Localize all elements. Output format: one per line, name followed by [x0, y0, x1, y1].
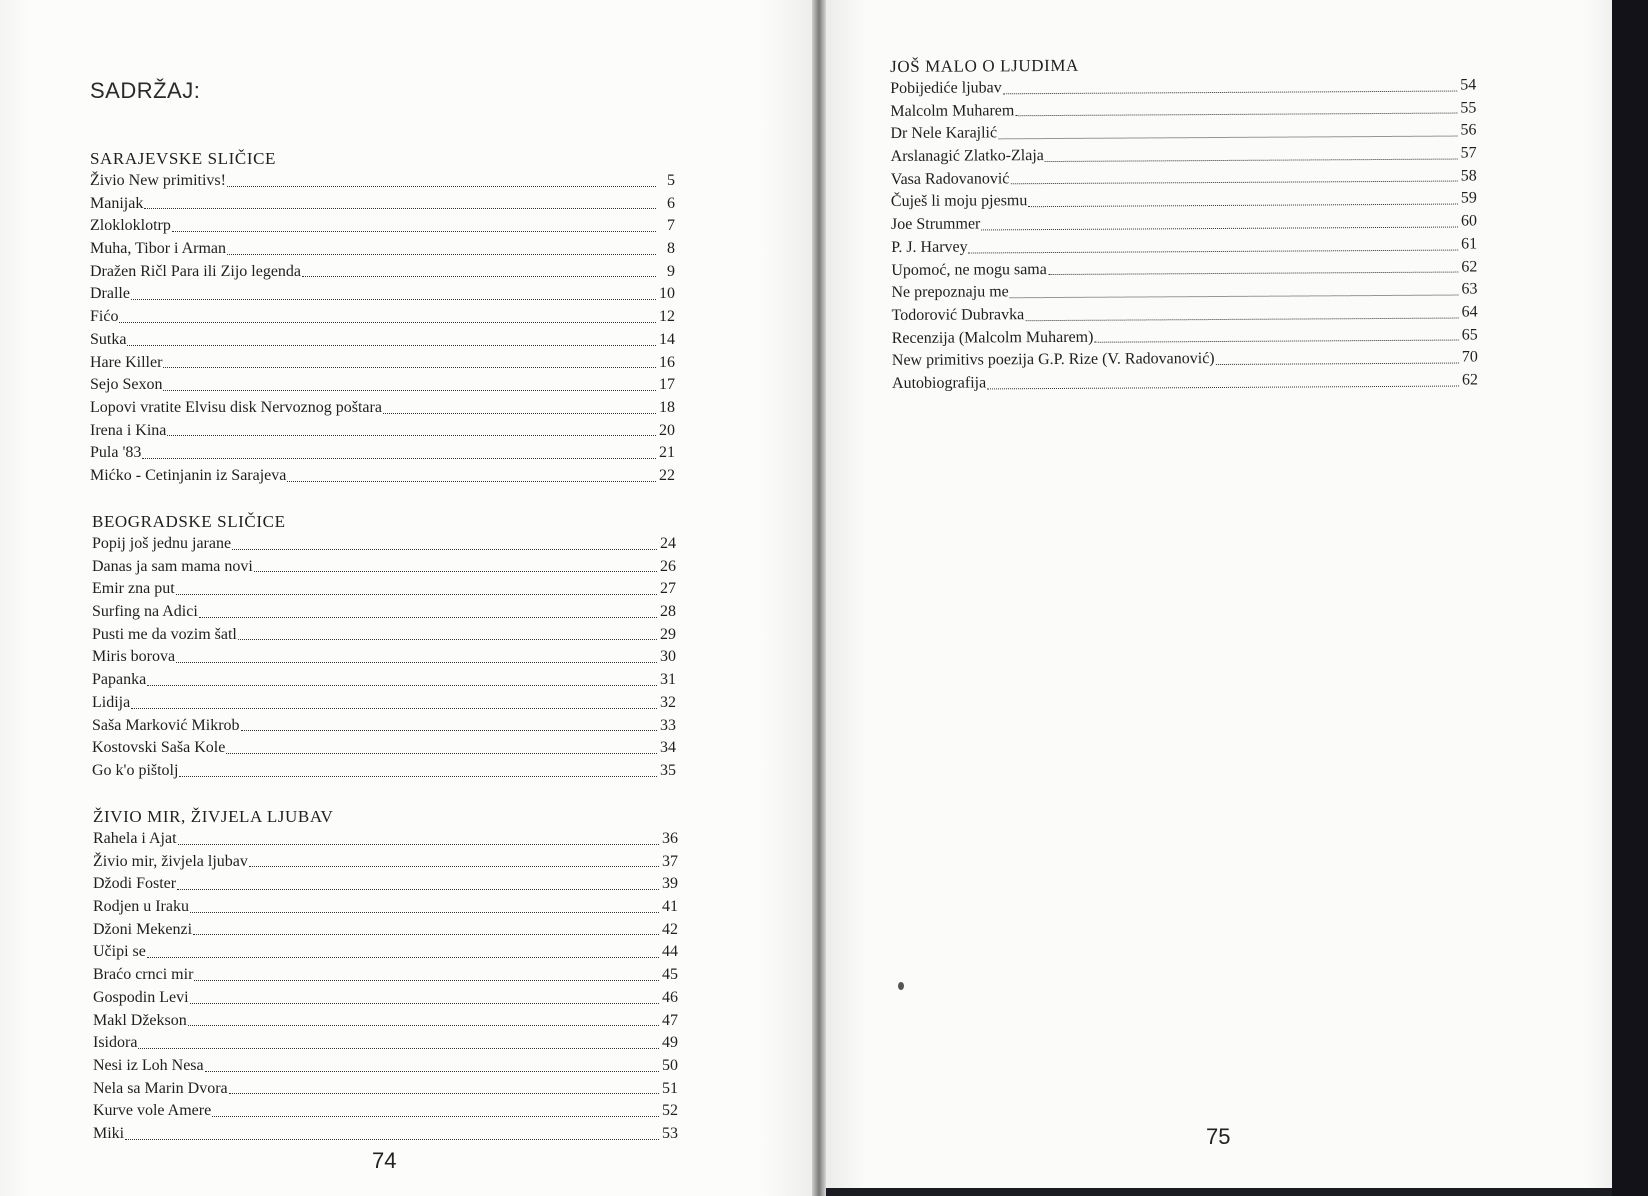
toc-entry-page: 12: [659, 308, 675, 326]
toc-entry: [90, 306, 675, 329]
dot-leader: [194, 980, 659, 981]
toc-entry: [93, 851, 678, 874]
toc-entry-title: Džoni Mekenzi: [93, 920, 193, 938]
toc-entry: [92, 601, 676, 624]
toc-entry: [90, 465, 675, 488]
page-number: 74: [372, 1148, 397, 1173]
dot-leader: [178, 844, 659, 845]
dot-leader: [383, 413, 656, 414]
dot-leader: [254, 571, 657, 572]
section-title: JOŠ MALO O LJUDIMA: [890, 55, 1079, 76]
toc-entry: [90, 374, 675, 397]
toc-entry-title: Malcolm Muharem: [890, 101, 1015, 120]
toc-entry-page: 57: [1460, 144, 1477, 162]
toc-entry-page: 7: [667, 217, 675, 235]
toc-entry-title: Živio mir, živjela ljubav: [93, 852, 248, 870]
toc-entry-page: 49: [662, 1034, 678, 1052]
toc-entry-title: Papanka: [92, 671, 147, 689]
toc-entry-page: 65: [1461, 325, 1478, 344]
dot-leader: [172, 231, 656, 232]
toc-entry-title: Upomoć, ne mogu sama: [891, 260, 1047, 279]
toc-entry-title: Kostovski Saša Kole: [92, 739, 226, 757]
toc-entry-page: 5: [667, 172, 675, 189]
toc-entry: [93, 1055, 678, 1078]
toc-entry-page: 9: [667, 262, 675, 280]
toc-entry-title: P. J. Harvey: [891, 238, 968, 256]
toc-entry-title: Kurve vole Amere: [93, 1102, 212, 1120]
toc-entry-page: 45: [662, 966, 678, 984]
toc-entry-page: 70: [1461, 348, 1478, 366]
toc-entry: [92, 646, 676, 669]
dot-leader: [205, 1071, 659, 1072]
toc-entry-page: 62: [1461, 371, 1479, 389]
toc-entry-page: 41: [662, 898, 678, 916]
toc-entry-title: Hare Killer: [90, 353, 163, 371]
toc-entry-list: [90, 170, 675, 488]
toc-entry: [93, 941, 678, 964]
dot-leader: [167, 435, 656, 436]
toc-entry-title: Dražen Ričl Para ili Zijo legenda: [90, 262, 302, 280]
toc-section-sarajevske: [90, 148, 675, 488]
dot-leader: [1015, 113, 1457, 117]
toc-entry-title: Nela sa Marin Dvora: [93, 1079, 228, 1097]
toc-entry: [93, 1032, 678, 1055]
toc-entry-page: 39: [662, 875, 678, 893]
toc-entry: [90, 238, 675, 261]
toc-entry: [93, 1123, 678, 1146]
toc-entry-page: 42: [662, 920, 678, 938]
dot-leader: [241, 730, 657, 731]
toc-section-beogradske: [92, 511, 676, 783]
toc-entry: [90, 329, 675, 352]
toc-entry: [92, 692, 676, 715]
toc-entry-title: Manijak: [90, 194, 144, 212]
toc-entry: [92, 737, 676, 760]
toc-entry-page: 14: [659, 330, 675, 348]
dot-leader: [119, 322, 656, 323]
toc-entry-page: 29: [660, 625, 676, 643]
toc-entry: [90, 193, 675, 216]
toc-entry-page: 51: [662, 1079, 678, 1097]
toc-entry-title: New primitivs poezija G.P. Rize (V. Radovanović): [891, 350, 1215, 370]
dot-leader: [138, 1048, 659, 1049]
dot-leader: [144, 208, 656, 209]
dot-leader: [302, 276, 656, 277]
dot-leader: [987, 385, 1459, 389]
toc-entry: [93, 1010, 678, 1033]
toc-entry-title: Dr Nele Karajlić: [890, 124, 998, 143]
toc-entry: [93, 964, 678, 987]
toc-entry: [93, 873, 678, 896]
toc-entry-title: Čuješ li moju pjesmu: [890, 192, 1028, 211]
dot-leader: [1094, 340, 1458, 343]
toc-entry-title: Nesi iz Loh Nesa: [93, 1056, 204, 1074]
toc-entry-title: Lidija: [92, 693, 131, 711]
toc-entry: [93, 828, 678, 851]
toc-entry-page: 60: [1460, 212, 1478, 230]
dot-leader: [190, 1003, 659, 1004]
toc-entry-title: Makl Džekson: [93, 1011, 187, 1029]
dot-leader: [1010, 181, 1457, 185]
toc-entry: [90, 442, 675, 465]
toc-entry-page: 24: [660, 535, 676, 552]
dot-leader: [232, 549, 657, 550]
toc-entry: [92, 578, 676, 601]
toc-entry-page: 62: [1461, 257, 1478, 276]
dot-leader: [179, 776, 657, 777]
toc-entry-page: 50: [662, 1056, 678, 1074]
paper-speck: [898, 982, 904, 990]
toc-entry: [93, 919, 678, 942]
section-title: SARAJEVSKE SLIČICE: [90, 149, 277, 168]
section-title: ŽIVIO MIR, ŽIVJELA LJUBAV: [93, 807, 334, 826]
toc-entry-page: 61: [1461, 235, 1478, 253]
dot-leader: [287, 481, 656, 482]
toc-section-jos-malo: [890, 52, 1478, 395]
dot-leader: [131, 299, 656, 300]
dot-leader: [125, 1139, 659, 1140]
dot-leader: [238, 639, 657, 640]
dot-leader: [147, 957, 659, 958]
toc-entry: [92, 624, 676, 647]
dot-leader: [147, 685, 657, 686]
scan-background: [1612, 0, 1648, 1196]
dot-leader: [142, 458, 656, 459]
toc-entry-page: 18: [659, 398, 675, 416]
toc-entry: [90, 352, 675, 375]
dot-leader: [190, 912, 659, 913]
toc-entry-page: 59: [1460, 189, 1477, 207]
toc-entry-title: Sejo Sexon: [90, 376, 163, 394]
toc-entry: [90, 283, 675, 306]
toc-entry-title: Pula '83: [90, 444, 142, 462]
dot-leader: [1045, 158, 1458, 162]
page-number: 75: [1206, 1124, 1231, 1149]
toc-entry: [92, 669, 676, 692]
toc-entry-title: Miris borova: [92, 648, 176, 666]
toc-entry: [90, 170, 675, 193]
toc-entry-title: Surfing na Adici: [92, 603, 198, 621]
toc-entry-page: 52: [662, 1102, 678, 1120]
toc-entry-page: 47: [662, 1011, 678, 1029]
toc-entry-page: 6: [667, 194, 675, 212]
toc-entry-title: Muha, Tibor i Arman: [90, 240, 227, 258]
dot-leader: [177, 889, 659, 890]
toc-entry: [92, 533, 676, 556]
book-gutter: [812, 0, 826, 1196]
toc-heading: SADRŽAJ:: [90, 78, 201, 103]
section-title: BEOGRADSKE SLIČICE: [92, 512, 286, 531]
toc-entry-page: 56: [1460, 121, 1477, 139]
toc-entry: [93, 896, 678, 919]
toc-entry-title: Isidora: [93, 1034, 138, 1052]
toc-entry-page: 30: [660, 648, 676, 666]
toc-entry-title: Pobijediće ljubav: [890, 79, 1002, 97]
toc-entry-title: Gospodin Levi: [93, 988, 189, 1006]
toc-entry-title: Učipi se: [93, 943, 146, 961]
toc-entry-page: 20: [659, 421, 675, 439]
toc-entry: [92, 556, 676, 579]
dot-leader: [212, 1116, 659, 1117]
toc-entry-title: Živio New primitivs!: [90, 172, 226, 189]
dot-leader: [199, 617, 657, 618]
toc-entry-page: 17: [659, 376, 675, 394]
dot-leader: [1025, 317, 1458, 321]
toc-entry-title: Recenzija (Malcolm Muharem): [891, 328, 1094, 347]
toc-entry-title: Fićo: [90, 308, 119, 326]
toc-section-zivio-mir: [93, 806, 678, 1146]
toc-entry-list: [92, 533, 676, 783]
toc-entry-page: 32: [660, 693, 676, 711]
dot-leader: [163, 367, 656, 368]
dot-leader: [229, 1093, 659, 1094]
toc-entry-page: 34: [660, 739, 676, 757]
dot-leader: [163, 390, 656, 391]
dot-leader: [227, 254, 656, 255]
toc-entry: [90, 261, 675, 284]
toc-entry: [92, 715, 676, 738]
toc-entry-list: [93, 828, 678, 1146]
toc-entry-page: 8: [667, 240, 675, 258]
toc-entry-page: 53: [662, 1124, 678, 1142]
toc-entry: [892, 369, 1478, 395]
dot-leader: [969, 249, 1459, 253]
toc-entry-title: Braćo crnci mir: [93, 966, 194, 984]
dot-leader: [176, 662, 657, 663]
toc-entry: [90, 215, 675, 238]
toc-entry-page: 33: [660, 716, 676, 734]
toc-entry-title: Zlokloklotrp: [90, 217, 171, 235]
dot-leader: [176, 594, 657, 595]
dot-leader: [131, 708, 657, 709]
toc-entry-page: 54: [1460, 76, 1477, 94]
toc-entry-page: 26: [660, 557, 676, 575]
dot-leader: [1010, 294, 1459, 298]
toc-entry-title: Pusti me da vozim šatl: [92, 625, 237, 643]
toc-entry-title: Miki: [93, 1124, 125, 1142]
toc-entry-page: 31: [660, 671, 676, 689]
toc-entry-title: Lopovi vratite Elvisu disk Nervoznog poštara: [90, 398, 382, 416]
toc-entry-page: 58: [1460, 167, 1477, 185]
toc-entry-title: Ne prepoznaju me: [891, 283, 1009, 302]
toc-entry-title: Vasa Radovanović: [890, 170, 1010, 188]
toc-entry-title: Mićko - Cetinjanin iz Sarajeva: [90, 466, 287, 484]
toc-entry-title: Joe Strummer: [890, 215, 981, 234]
toc-entry: [93, 1078, 678, 1101]
toc-entry-page: 44: [662, 943, 678, 961]
dot-leader: [193, 934, 659, 935]
toc-entry: [93, 987, 678, 1010]
toc-entry-title: Dralle: [90, 285, 130, 303]
toc-entry-title: Emir zna put: [92, 580, 175, 598]
toc-entry-title: Autobiografija: [891, 374, 987, 392]
toc-entry-page: 16: [659, 353, 675, 371]
toc-entry: [92, 760, 676, 783]
toc-entry-list: [890, 74, 1478, 395]
toc-entry-title: Go k'o pištolj: [92, 761, 179, 779]
toc-entry-page: 28: [660, 603, 676, 621]
dot-leader: [127, 345, 656, 346]
dot-leader: [1003, 90, 1457, 94]
toc-entry-title: Rahela i Ajat: [93, 830, 177, 847]
toc-entry-page: 36: [662, 830, 678, 847]
dot-leader: [1048, 272, 1458, 276]
toc-entry-title: Arslanagić Zlatko-Zlaja: [890, 147, 1044, 166]
toc-entry-title: Saša Marković Mikrob: [92, 716, 240, 734]
toc-entry-page: 63: [1461, 280, 1478, 298]
toc-entry-page: 55: [1460, 99, 1477, 117]
dot-leader: [188, 1025, 659, 1026]
dot-leader: [1028, 204, 1458, 208]
dot-leader: [1216, 362, 1459, 364]
toc-entry-title: Todorović Dubravka: [891, 306, 1025, 324]
left-page: [0, 0, 812, 1196]
toc-entry-page: 35: [660, 761, 676, 779]
toc-entry-title: Irena i Kina: [90, 421, 167, 439]
toc-entry: [90, 420, 675, 443]
toc-entry-title: Danas ja sam mama novi: [92, 557, 253, 575]
toc-entry-page: 22: [659, 466, 675, 484]
toc-entry-page: 64: [1461, 303, 1478, 321]
toc-entry-page: 46: [662, 988, 678, 1006]
dot-leader: [227, 186, 656, 187]
toc-entry-title: Džodi Foster: [93, 875, 177, 893]
dot-leader: [981, 226, 1458, 230]
right-page: [826, 0, 1612, 1188]
toc-entry: [90, 397, 675, 420]
toc-entry-title: Popij još jednu jarane: [92, 535, 232, 552]
dot-leader: [998, 136, 1457, 140]
toc-entry-page: 27: [660, 580, 676, 598]
toc-entry-title: Sutka: [90, 330, 127, 348]
dot-leader: [226, 753, 657, 754]
dot-leader: [249, 866, 659, 867]
toc-entry: [93, 1100, 678, 1123]
toc-entry-page: 37: [662, 852, 678, 870]
toc-entry-title: Rodjen u Iraku: [93, 898, 189, 916]
toc-entry-page: 10: [659, 285, 675, 303]
toc-entry-page: 21: [659, 444, 675, 462]
